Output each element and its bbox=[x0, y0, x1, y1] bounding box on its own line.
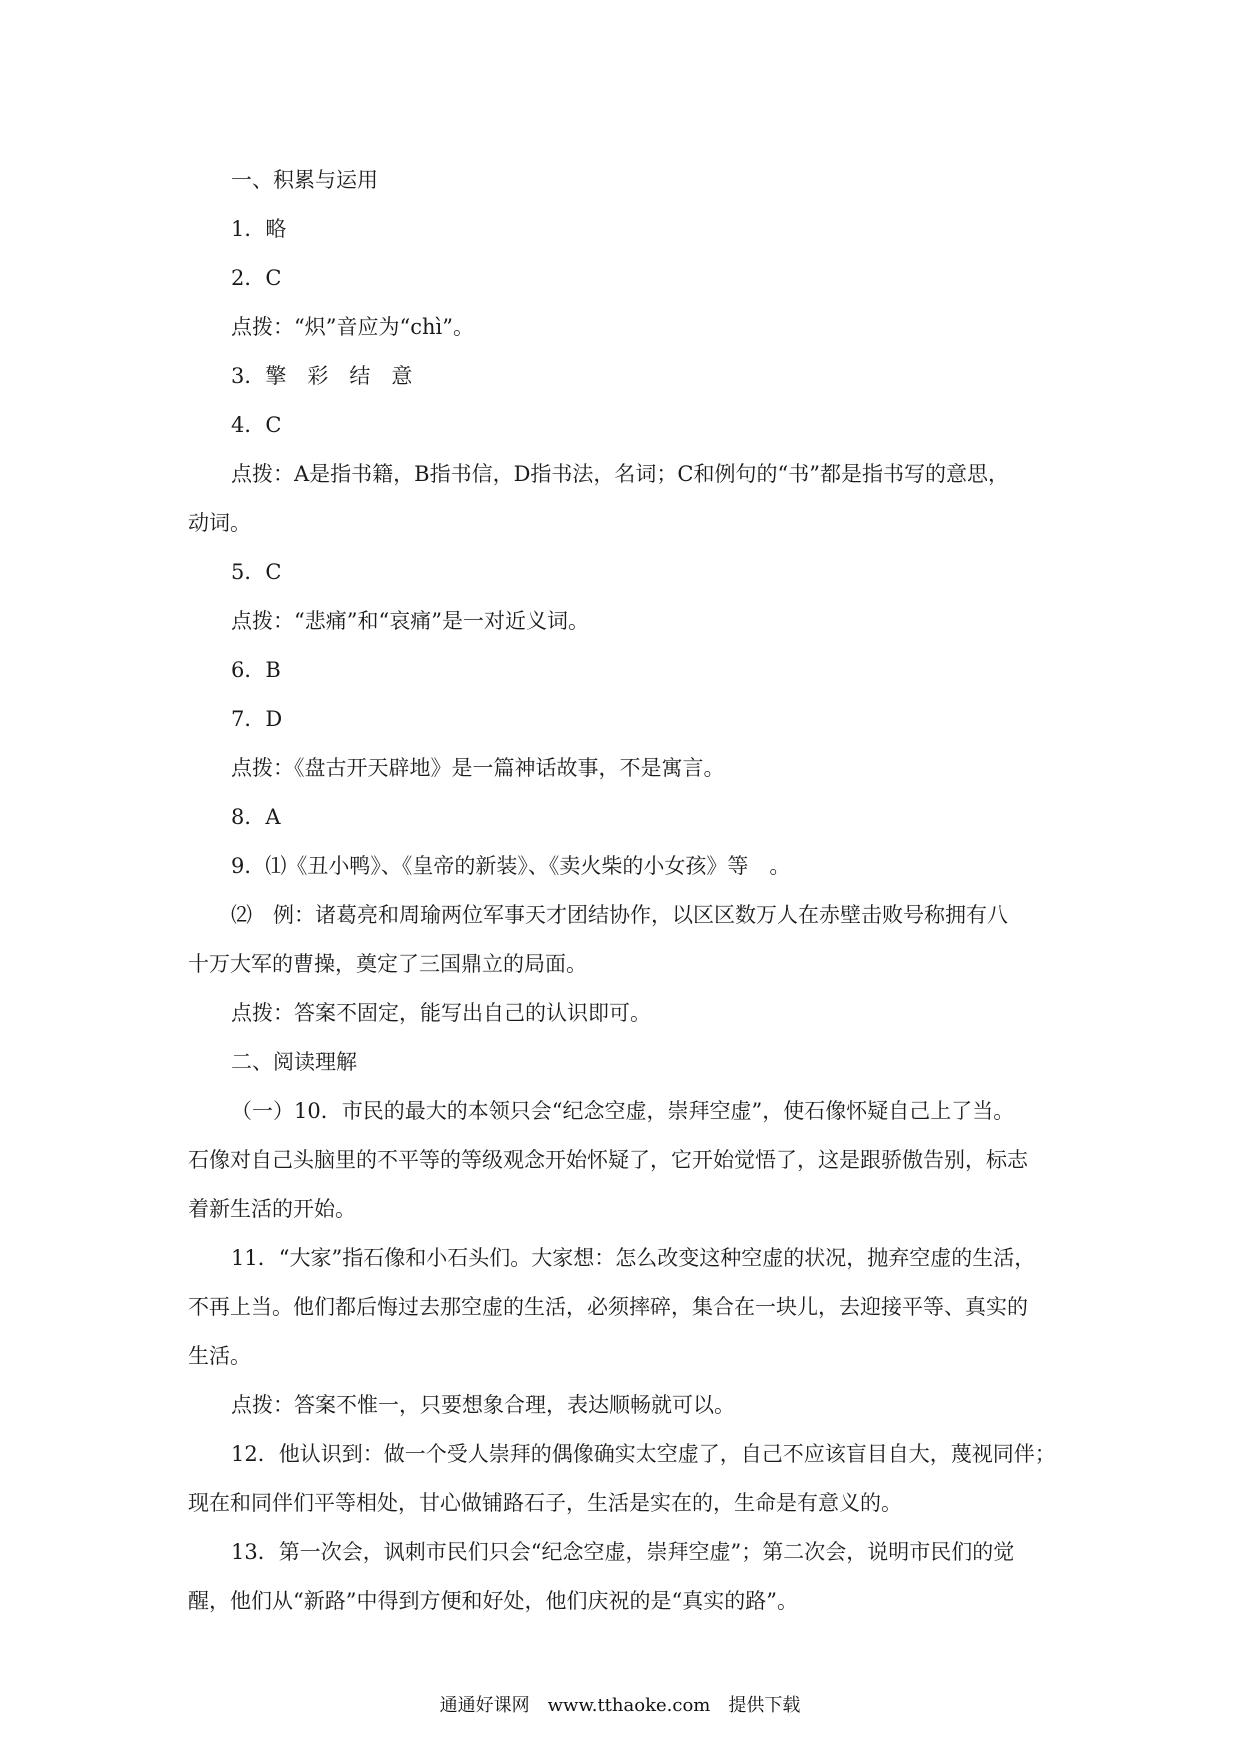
answer-line: 6．B bbox=[231, 658, 281, 682]
section-heading-reading: 二、阅读理解 bbox=[231, 1050, 357, 1074]
answer-line: 8．A bbox=[231, 805, 281, 829]
answer-line: 12．他认识到：做一个受人崇拜的偶像确实太空虚了，自己不应该盲目自大，蔑视同伴； bbox=[231, 1442, 1056, 1466]
page-footer: 通通好课网 www.tthaoke.com 提供下载 bbox=[439, 1695, 801, 1716]
answer-line: 13．第一次会，讽刺市民们只会“纪念空虚，崇拜空虚”；第二次会，说明市民们的觉 bbox=[231, 1540, 1015, 1564]
answer-line: 1．略 bbox=[231, 217, 287, 241]
hint-line: 点拨：A是指书籍，B指书信，D指书法，名词；C和例句的“书”都是指书写的意思， bbox=[231, 462, 1009, 486]
hint-line: 点拨：答案不惟一，只要想象合理，表达顺畅就可以。 bbox=[231, 1393, 735, 1417]
answer-line-continued: 醒，他们从“新路”中得到方便和好处，他们庆祝的是“真实的路”。 bbox=[188, 1589, 798, 1613]
answer-line: ⑵ 例：诸葛亮和周瑜两位军事天才团结协作，以区区数万人在赤壁击败号称拥有八 bbox=[231, 903, 1008, 927]
answer-line-continued: 现在和同伴们平等相处，甘心做铺路石子，生活是实在的，生命是有意义的。 bbox=[188, 1491, 902, 1515]
answer-line: 9．⑴《丑小鸭》、《皇帝的新装》、《卖火柴的小女孩》等 。 bbox=[231, 854, 791, 878]
answer-line: 4．C bbox=[231, 413, 282, 437]
answer-line-continued: 石像对自己头脑里的不平等的等级观念开始怀疑了，它开始觉悟了，这是跟骄傲告别，标志 bbox=[188, 1148, 1028, 1172]
answer-line: 11．“大家”指石像和小石头们。大家想：怎么改变这种空虚的状况，抛弃空虚的生活， bbox=[231, 1246, 1036, 1270]
answer-content bbox=[188, 156, 1058, 1626]
section-heading-accumulation: 一、积累与运用 bbox=[231, 168, 378, 192]
answer-line: 7．D bbox=[231, 707, 283, 731]
answer-line: （一）10．市民的最大的本领只会“纪念空虚，崇拜空虚”，使石像怀疑自己上了当。 bbox=[231, 1099, 1015, 1123]
answer-line: 3．擎 彩 结 意 bbox=[231, 364, 413, 388]
hint-line: 点拨：“炽”音应为“chì”。 bbox=[231, 315, 474, 339]
answer-line: 5．C bbox=[231, 560, 282, 584]
answer-line: 2．C bbox=[231, 266, 282, 290]
answer-line-continued: 不再上当。他们都后悔过去那空虚的生活，必须摔碎，集合在一块儿，去迎接平等、真实的 bbox=[188, 1295, 1028, 1319]
hint-line: 点拨：《盘古开天辟地》是一篇神话故事，不是寓言。 bbox=[231, 756, 725, 780]
answer-line-continued: 着新生活的开始。 bbox=[188, 1197, 356, 1221]
hint-line: 点拨：“悲痛”和“哀痛”是一对近义词。 bbox=[231, 609, 589, 633]
hint-line-continued: 动词。 bbox=[188, 511, 251, 535]
answer-line-continued: 十万大军的曹操，奠定了三国鼎立的局面。 bbox=[188, 952, 587, 976]
answer-line-continued: 生活。 bbox=[188, 1344, 251, 1368]
hint-line: 点拨：答案不固定，能写出自己的认识即可。 bbox=[231, 1001, 651, 1025]
